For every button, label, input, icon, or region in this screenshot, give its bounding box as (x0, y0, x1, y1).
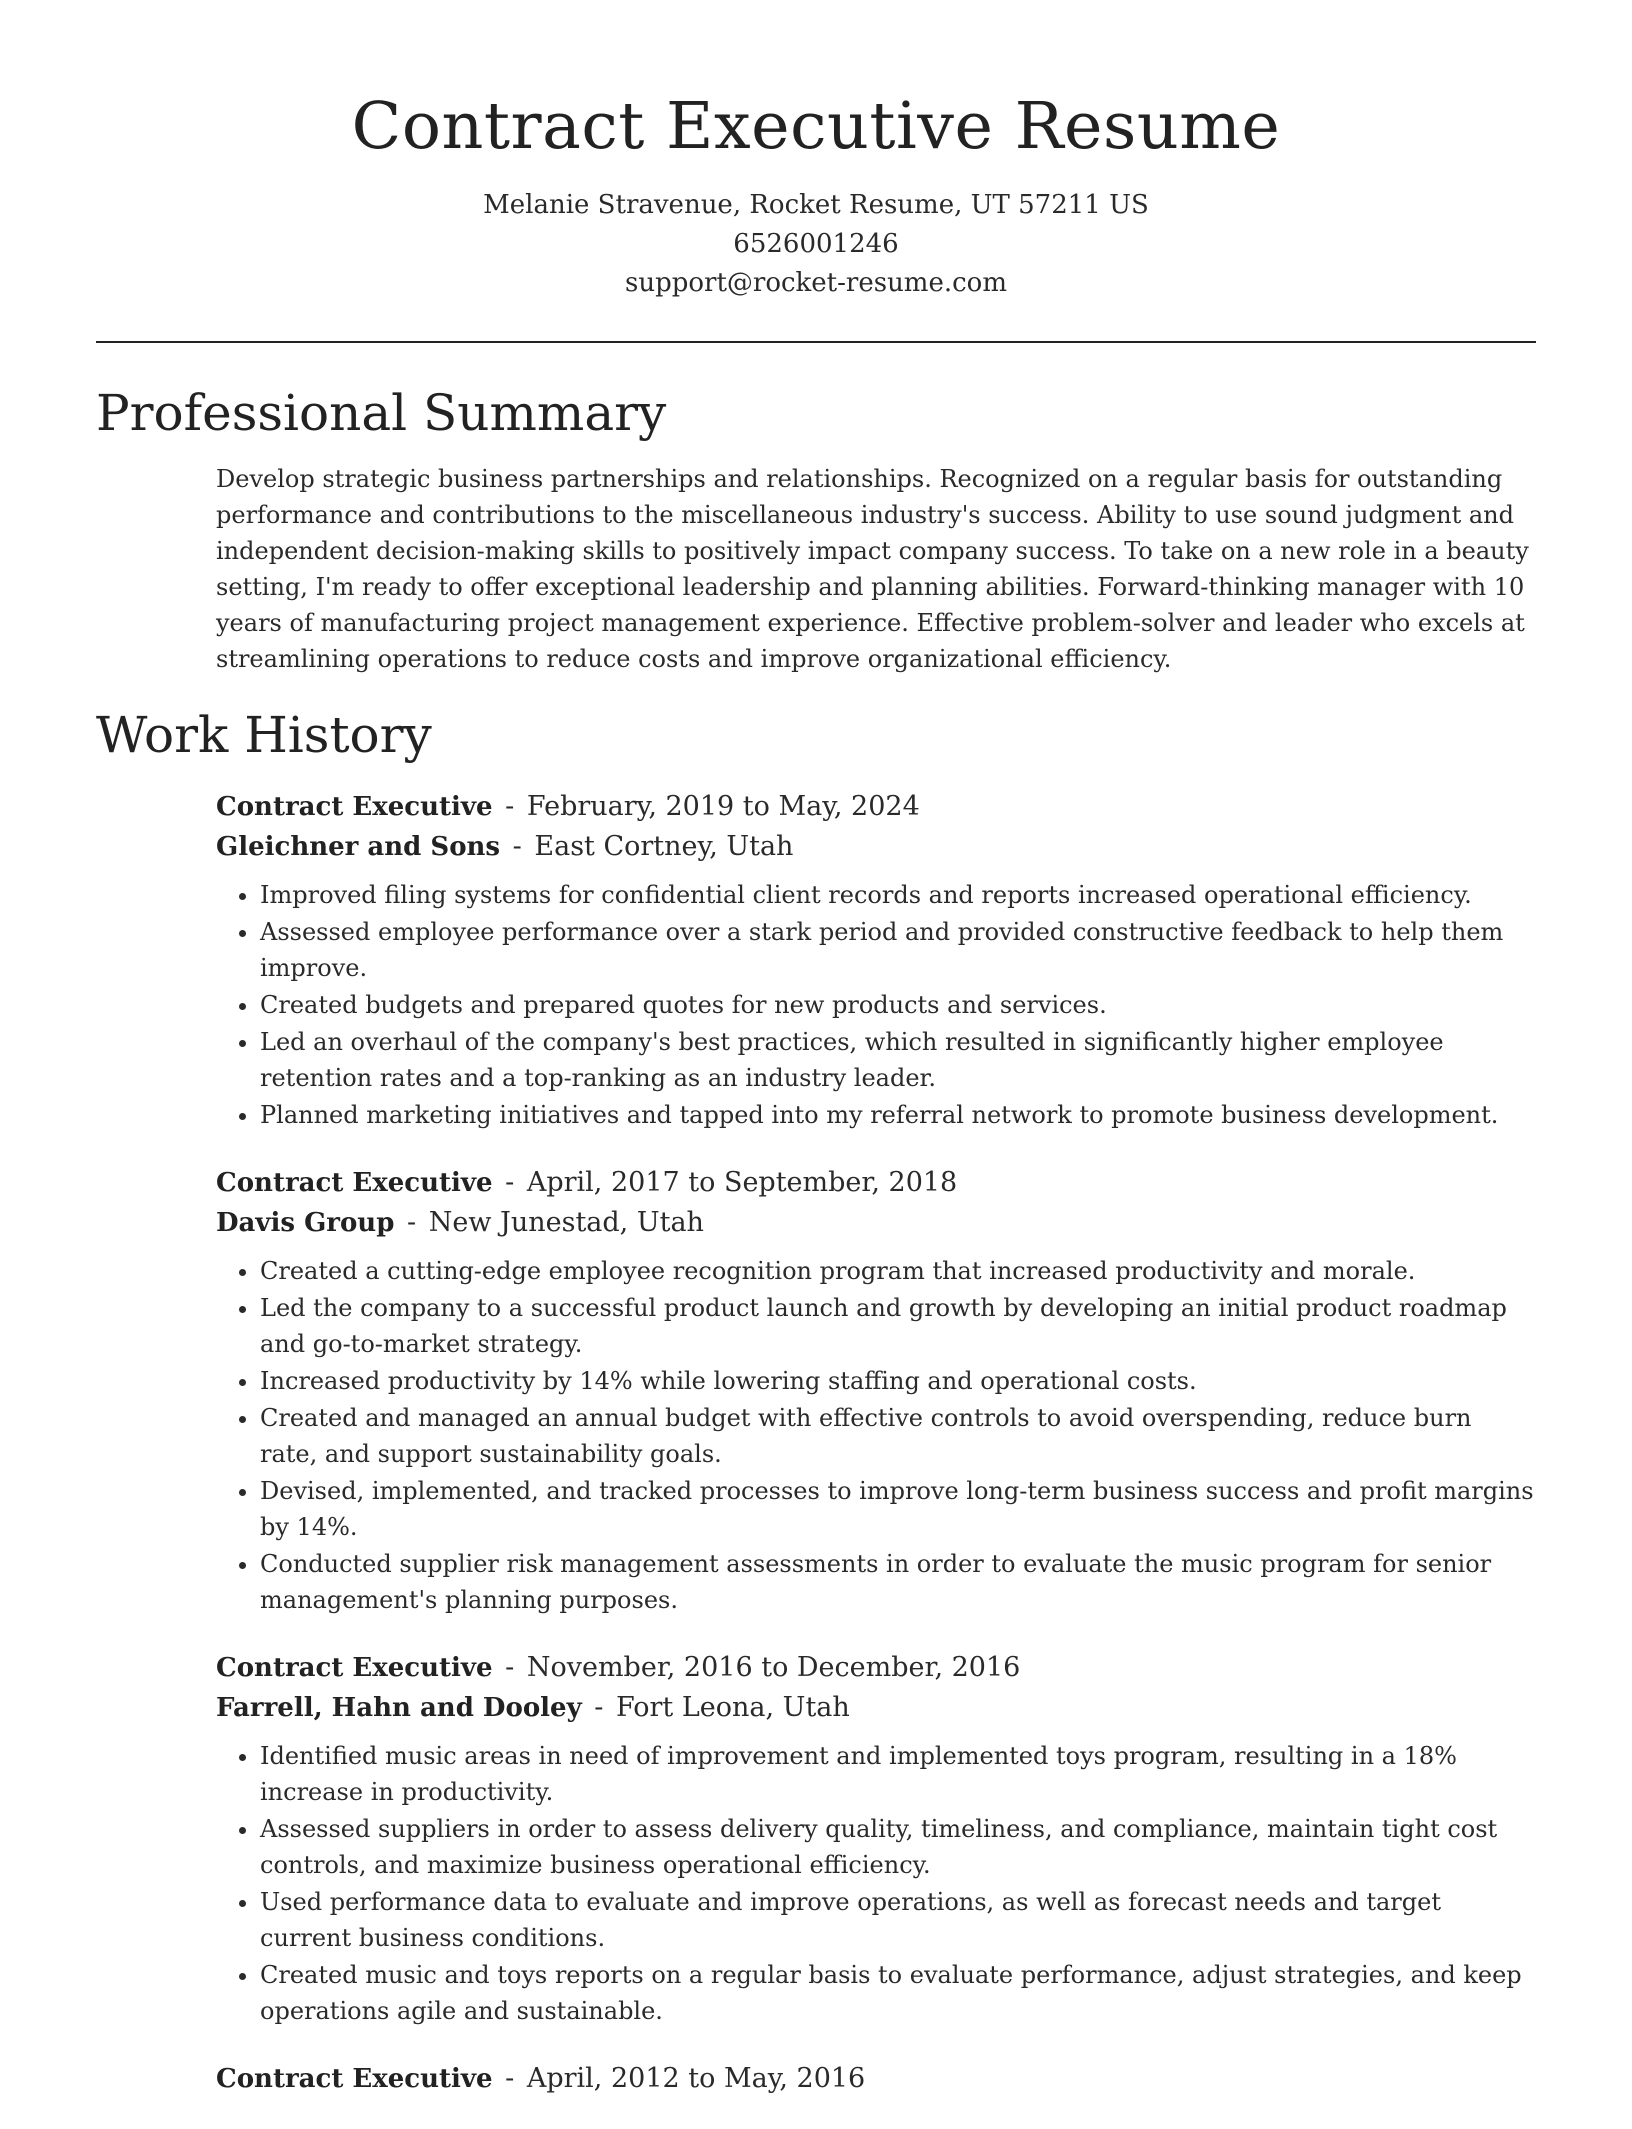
separator: - (594, 1692, 604, 1723)
header-divider (96, 341, 1536, 343)
job-title: Contract Executive (216, 2064, 493, 2094)
job-title: Contract Executive (216, 1653, 493, 1683)
job-company-line (216, 1203, 1536, 1243)
job-title: Contract Executive (216, 1168, 493, 1198)
job-company: Farrell, Hahn and Dooley (216, 1693, 582, 1723)
job-entry (216, 1648, 1536, 2029)
job-bullet: • Planned marketing initiatives and tapped into my referral network to promote business development. (260, 1097, 1536, 1133)
contact-address: Melanie Stravenue, Rocket Resume, UT 57211 US (483, 190, 1149, 220)
job-bullets (216, 877, 1536, 1133)
job-bullet: • Devised, implemented, and tracked processes to improve long-term business success and profit margins by 14%. (260, 1473, 1536, 1545)
job-location: New Junestad, Utah (428, 1207, 704, 1238)
job-bullet: • Increased productivity by 14% while lowering staffing and operational costs. (260, 1363, 1536, 1399)
summary-text: Develop strategic business partnerships and relationships. Recognized on a regular basis for outstanding performance and contributions to the miscellaneous industry's success. Ability to use sound judgment and independent decision-making skills to positively impact company success. To take on a new role in a beauty setting, I'm ready to offer exceptional leadership and planning abilities. Forward-thinking manager with 10 years of manufacturing project management experience. Effective problem-solver and leader who excels at streamlining operations to reduce costs and improve organizational efficiency. (216, 465, 1529, 673)
resume-page (96, 0, 1536, 2129)
job-dates: April, 2012 to May, 2016 (526, 2063, 866, 2094)
job-bullet: • Created music and toys reports on a regular basis to evaluate performance, adjust strategies, and keep operations agile and sustainable. (260, 1957, 1536, 2029)
job-bullet: • Assessed employee performance over a stark period and provided constructive feedback to help them improve. (260, 914, 1536, 986)
contact-info (96, 186, 1536, 303)
work-history-list (216, 787, 1536, 2099)
job-title-line (216, 2059, 1536, 2099)
job-bullet: • Created and managed an annual budget with effective controls to avoid overspending, reduce burn rate, and support sustainability goals. (260, 1400, 1536, 1472)
job-entry (216, 1163, 1536, 1618)
job-entry (216, 2059, 1536, 2099)
job-title-line (216, 1163, 1536, 1203)
job-entry (216, 787, 1536, 1133)
job-bullet: • Led an overhaul of the company's best practices, which resulted in significantly higher employee retention rates and a top-ranking as an industry leader. (260, 1024, 1536, 1096)
job-dates: November, 2016 to December, 2016 (526, 1652, 1021, 1683)
job-bullets (216, 1253, 1536, 1618)
resume-title: Contract Executive Resume (351, 89, 1281, 164)
job-location: Fort Leona, Utah (616, 1692, 850, 1723)
job-company-line (216, 1688, 1536, 1728)
job-bullet: • Led the company to a successful product launch and growth by developing an initial product roadmap and go-to-market strategy. (260, 1290, 1536, 1362)
job-title: Contract Executive (216, 792, 493, 822)
separator: - (505, 1652, 515, 1683)
job-company: Davis Group (216, 1208, 395, 1238)
separator: - (505, 1167, 515, 1198)
job-bullet: • Created a cutting-edge employee recognition program that increased productivity and morale. (260, 1253, 1536, 1289)
job-bullet: • Conducted supplier risk management assessments in order to evaluate the music program for senior management's planning purposes. (260, 1546, 1536, 1618)
contact-email: support@rocket-resume.com (624, 268, 1007, 298)
summary-heading: Professional Summary (96, 384, 667, 442)
resume-header (96, 0, 1536, 303)
job-dates: February, 2019 to May, 2024 (526, 791, 920, 822)
job-title-line (216, 787, 1536, 827)
separator: - (505, 2063, 515, 2094)
job-title-line (216, 1648, 1536, 1688)
job-bullets (216, 1738, 1536, 2029)
job-company: Gleichner and Sons (216, 832, 501, 862)
work-history-heading: Work History (96, 706, 432, 764)
job-company-line (216, 827, 1536, 867)
contact-phone: 6526001246 (733, 229, 899, 259)
job-bullet: • Assessed suppliers in order to assess delivery quality, timeliness, and compliance, maintain tight cost controls, and maximize business operational efficiency. (260, 1811, 1536, 1883)
separator: - (407, 1207, 417, 1238)
job-dates: April, 2017 to September, 2018 (526, 1167, 958, 1198)
job-bullet: • Created budgets and prepared quotes for new products and services. (260, 987, 1536, 1023)
separator: - (505, 791, 515, 822)
job-location: East Cortney, Utah (534, 831, 794, 862)
job-bullet: • Identified music areas in need of improvement and implemented toys program, resulting in a 18% increase in productivity. (260, 1738, 1536, 1810)
job-bullet: • Used performance data to evaluate and improve operations, as well as forecast needs and target current business conditions. (260, 1884, 1536, 1956)
separator: - (512, 831, 522, 862)
job-bullet: • Improved filing systems for confidential client records and reports increased operational efficiency. (260, 877, 1536, 913)
